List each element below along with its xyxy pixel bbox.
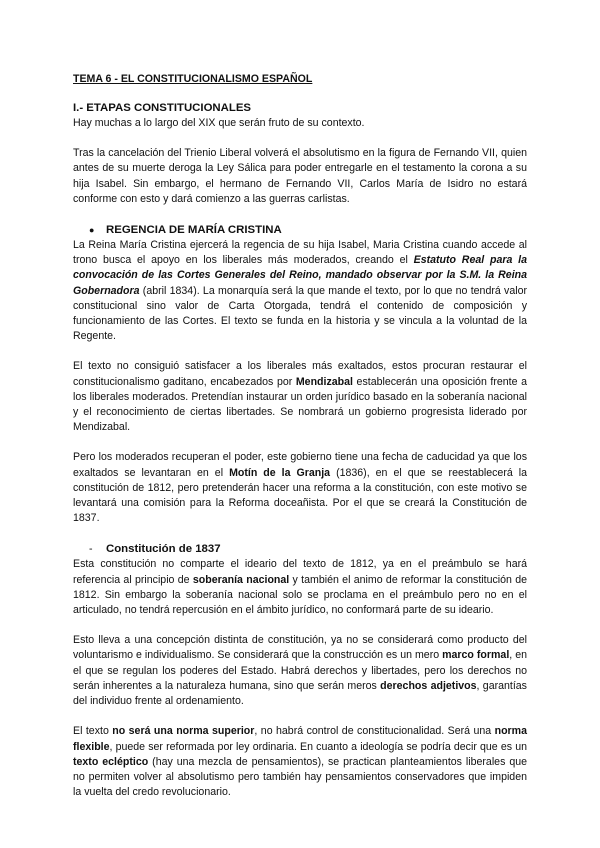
paragraph-regencia-3: Pero los moderados recuperan el poder, este gobierno tiene una fecha de caducidad ya que los exaltados se levantaran en el Motín de la Granja (1836), en el que se reestablecerá la constitución de 1812, pero pretenderán hacer una reforma a la constitución, con este motivo se levantará una comisión para la Reforma doceañista. Por el que se creará la Constitución de 1837. xyxy=(73,451,527,525)
emphasis-motin-granja: Motín de la Granja xyxy=(229,466,331,479)
paragraph-1837-3: El texto no será una norma superior, no habrá control de constitucionalidad. Será una norma flexible, puede ser reformada por ley ordinaria. En cuanto a ideología se podría decir que es un texto ecléptico (hay una mezcla de pensamientos), se practican planteamientos liberales que no permiten volver al absolutismo pero también hay pensamientos conservadores que impiden la vuelta del credo revolucionario. xyxy=(73,725,527,799)
paragraph-1837-2: Esto lleva a una concepción distinta de constitución, ya no se considerará como producto del voluntarismo e individualismo. Se considerará que la construcción es un mero marco formal, en el que se regulan los poderes del Estado. Habrá derechos y libertades, pero los derechos no serán inherentes a la naturaleza humana, sino que serán meros derechos adjetivos, garantías del individuo frente al ordenamiento. xyxy=(73,634,527,708)
bullet-heading-regencia xyxy=(73,222,527,238)
emphasis-derechos-adjetivos: derechos adjetivos xyxy=(380,679,477,692)
emphasis-norma-flexible: norma flexible xyxy=(73,725,527,753)
emphasis-texto-ecleptico: texto ecléptico xyxy=(73,755,149,768)
subsection-heading: Constitución de 1837 xyxy=(106,543,221,556)
emphasis-estatuto-real: Estatuto Real para la convocación de las Cortes Generales del Reino, mandado observar por la S.M. la Reina Gobernadora xyxy=(73,254,527,297)
bullet-icon: ● xyxy=(89,225,95,236)
emphasis-mendizabal: Mendizabal xyxy=(295,375,353,388)
subsection-heading: REGENCIA DE MARÍA CRISTINA xyxy=(106,224,282,237)
paragraph-regencia-1: La Reina María Cristina ejercerá la regencia de su hija Isabel, Maria Cristina cuando accede al trono busca el apoyo en los liberales más moderados, creando el Estatuto Real para la convocación de las Cortes Generales del Reino, mandado observar por la S.M. la Reina Gobernadora (abril 1834). La monarquía será la que mande el texto, por lo que no tendrá valor constitucional sino valor de Carta Otorgada, tendrá el contenido de composición y funcionamiento de las Cortes. El texto se funda en la historia y se vincula a la voluntad de la Regente. xyxy=(73,239,527,343)
emphasis-marco-formal: marco formal xyxy=(442,649,510,662)
paragraph-regencia-2: El texto no consiguió satisfacer a los liberales más exaltados, estos procuran restaurar el constitucionalismo gaditano, encabezados por Mendizabal establecerán una oposición frente a los liberales moderados. Pretendían instaurar un orden jurídico basado en la soberanía nacional y el reconocimiento de ciertas libertades. Se nombrará un gobierno progresista liderado por Mendizabal. xyxy=(73,360,527,434)
section-intro: Hay muchas a lo largo del XIX que serán fruto de su contexto. xyxy=(73,117,365,129)
paragraph-trienio: Tras la cancelación del Trienio Liberal volverá el absolutismo en la figura de Fernando VII, quien antes de su muerte deroga la Ley Sálica para poder entregarle en el testamento la corona a su hija Isabel. Sin embargo, el hermano de Fernando VII, Carlos María de Isidro no estará conforme con esto y dará comienzo a las guerras carlistas. xyxy=(73,147,527,205)
dash-icon: - xyxy=(89,543,93,556)
document-page xyxy=(73,72,527,800)
dash-heading-constitucion-1837 xyxy=(73,541,527,557)
paragraph-1837-1: Esta constitución no comparte el ideario del texto de 1812, ya en el preámbulo se hará referencia al principio de soberanía nacional y también el animo de reformar la constitución de 1812. Sin embargo la soberanía nacional solo se proclama en el preámbulo pero no en el articulado, no tendrá repercusión en el ámbito jurídico, no conformará parte de su ideario. xyxy=(73,558,527,617)
section-heading-etapas: I.- ETAPAS CONSTITUCIONALES xyxy=(73,102,252,114)
document-title: TEMA 6 - EL CONSTITUCIONALISMO ESPAÑOL xyxy=(73,73,313,85)
emphasis-norma-superior: no será una norma superior xyxy=(112,725,255,738)
emphasis-soberania-nacional: soberanía nacional xyxy=(192,573,290,586)
